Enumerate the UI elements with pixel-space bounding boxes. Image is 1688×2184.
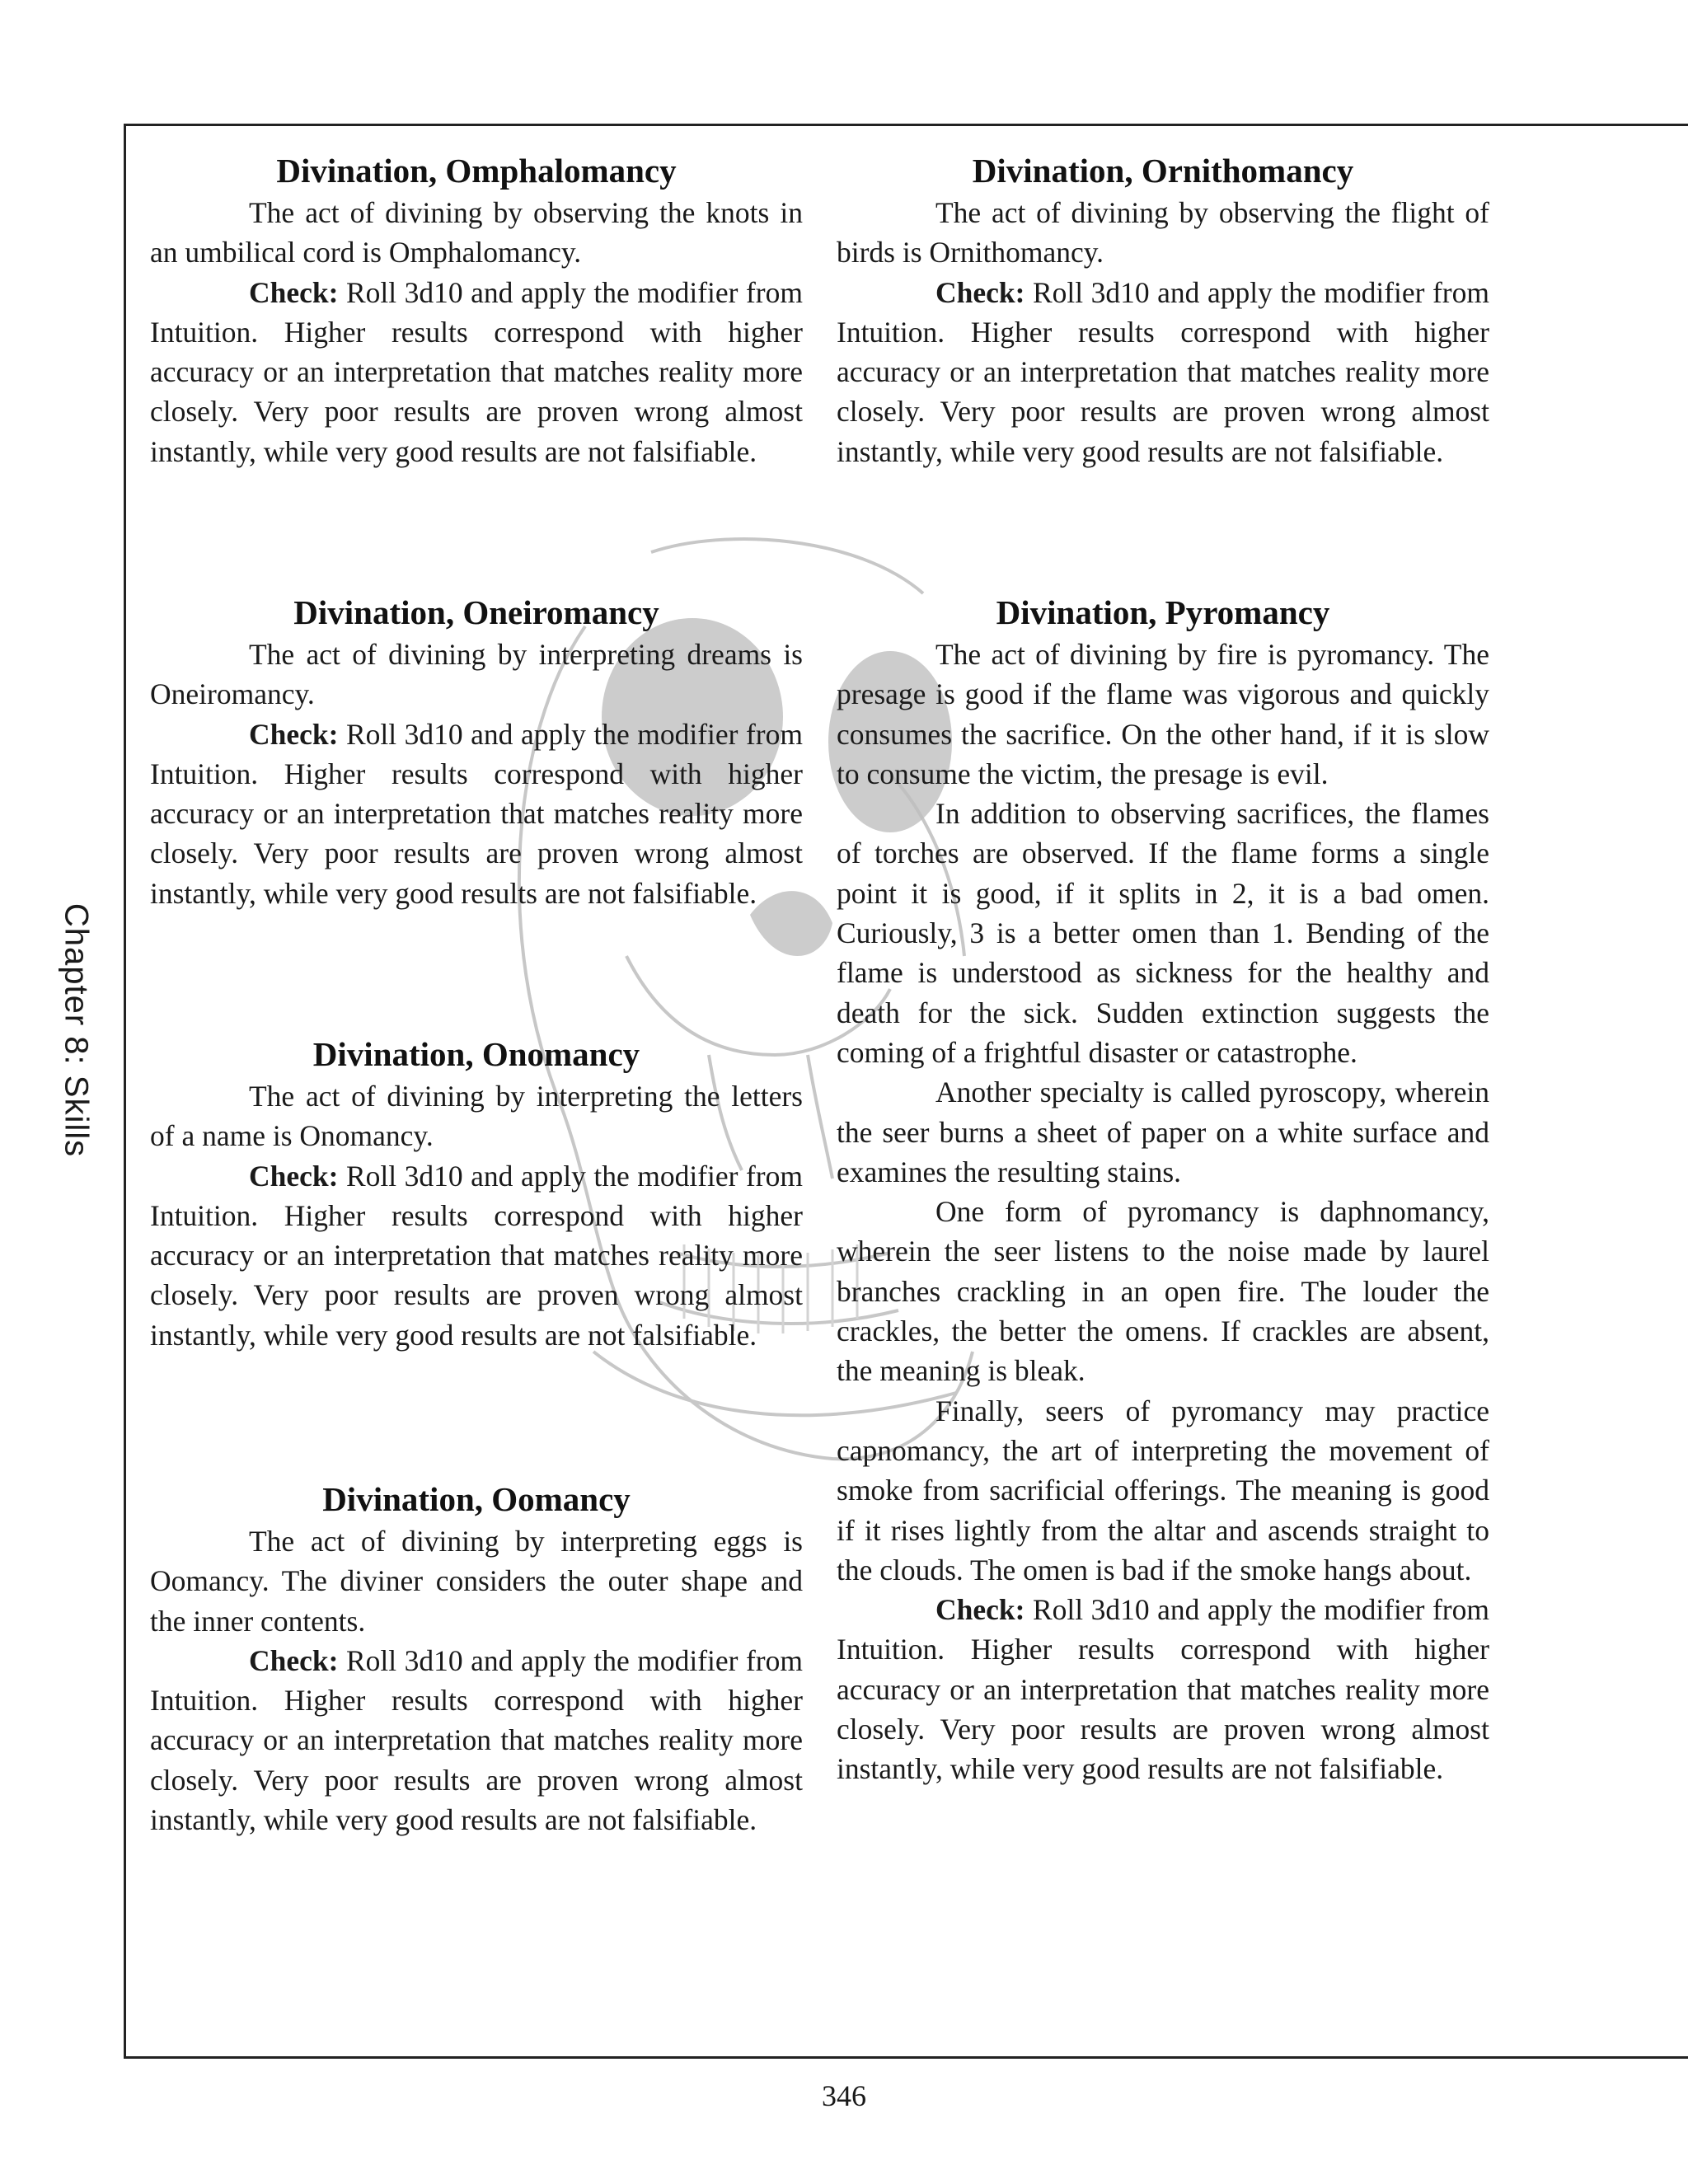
paragraph: Check: Roll 3d10 and apply the modifier from Intuition. Higher results correspond with higher accuracy or an interpretation that matches reality more closely. Very poor results are proven wrong almost instantly, while very good results are not falsifiable. [150, 275, 803, 468]
paragraph: The act of divining by observing the flight of birds is Ornithomancy. [837, 196, 1489, 269]
section-pyromancy [837, 590, 1489, 1789]
section-oomancy [150, 1477, 803, 1840]
paragraph: The act of divining by interpreting the letters of a name is Onomancy. [150, 1080, 803, 1153]
page-frame-left-rule [124, 124, 126, 2056]
section-oneiromancy [150, 590, 803, 913]
section-omphalomancy [150, 148, 803, 471]
paragraph: The act of divining by interpreting dreams is Oneiromancy. [150, 638, 803, 711]
section-heading: Divination, Omphalomancy [276, 152, 677, 190]
check-label: Check: [249, 717, 339, 751]
paragraph: Check: Roll 3d10 and apply the modifier from Intuition. Higher results correspond with higher accuracy or an interpretation that matches reality more closely. Very poor results are proven wrong almost instantly, while very good results are not falsifiable. [837, 1593, 1489, 1786]
paragraph: The act of divining by observing the knots in an umbilical cord is Omphalomancy. [150, 196, 803, 269]
page-number: 346 [822, 2079, 866, 2112]
paragraph: The act of divining by interpreting eggs is Oomancy. The diviner considers the outer shape and the inner contents. [150, 1525, 803, 1638]
check-label: Check: [249, 1643, 339, 1677]
section-heading: Divination, Oneiromancy [293, 593, 659, 631]
section-ornithomancy [837, 148, 1489, 471]
paragraph: The act of divining by fire is pyromancy. The presage is good if the flame was vigorous and quickly consumes the sacrifice. On the other hand, if it is slow to consume the victim, the presage is evil. [837, 638, 1489, 790]
paragraph: Check: Roll 3d10 and apply the modifier from Intuition. Higher results correspond with higher accuracy or an interpretation that matches reality more closely. Very poor results are proven wrong almost instantly, while very good results are not falsifiable. [837, 275, 1489, 468]
page-frame-bottom-rule [124, 2056, 1688, 2059]
section-heading: Divination, Oomancy [322, 1480, 631, 1518]
page-frame-top-rule [124, 124, 1688, 126]
paragraph: One form of pyromancy is daphnomancy, wherein the seer listens to the noise made by laurel branches crackling in an open fire. The louder the crackles, the better the omens. If crackles are absent, the meaning is bleak. [837, 1195, 1489, 1388]
paragraph: Another specialty is called pyroscopy, wherein the seer burns a sheet of paper on a white surface and examines the resulting stains. [837, 1076, 1489, 1188]
section-heading: Divination, Onomancy [312, 1035, 640, 1073]
section-onomancy [150, 1032, 803, 1355]
check-label: Check: [249, 275, 339, 309]
paragraph: Check: Roll 3d10 and apply the modifier from Intuition. Higher results correspond with higher accuracy or an interpretation that matches reality more closely. Very poor results are proven wrong almost instantly, while very good results are not falsifiable. [150, 1643, 803, 1837]
paragraph: Check: Roll 3d10 and apply the modifier from Intuition. Higher results correspond with higher accuracy or an interpretation that matches reality more closely. Very poor results are proven wrong almost instantly, while very good results are not falsifiable. [150, 1159, 803, 1352]
section-heading: Divination, Pyromancy [996, 593, 1330, 631]
paragraph: Finally, seers of pyromancy may practice capnomancy, the art of interpreting the movement of smoke from sacrificial offerings. The meaning is good if it rises lightly from the altar and ascends straight to the clouds. The omen is bad if the smoke hangs about. [837, 1394, 1489, 1586]
section-heading: Divination, Ornithomancy [972, 152, 1354, 190]
check-label: Check: [935, 275, 1025, 309]
check-label: Check: [249, 1159, 339, 1193]
paragraph: Check: Roll 3d10 and apply the modifier from Intuition. Higher results correspond with higher accuracy or an interpretation that matches reality more closely. Very poor results are proven wrong almost instantly, while very good results are not falsifiable. [150, 717, 803, 910]
paragraph: In addition to observing sacrifices, the flames of torches are observed. If the flame forms a single point it is good, if it splits in 2, it is a bad omen. Curiously, 3 is a better omen than 1. Bending of the flame is understood as sickness for the healthy and death for the sick. Sudden extinction suggests the coming of a frightful disaster or catastrophe. [837, 797, 1489, 1069]
check-label: Check: [935, 1593, 1025, 1627]
chapter-label: Chapter 8: Skills [58, 902, 95, 1158]
